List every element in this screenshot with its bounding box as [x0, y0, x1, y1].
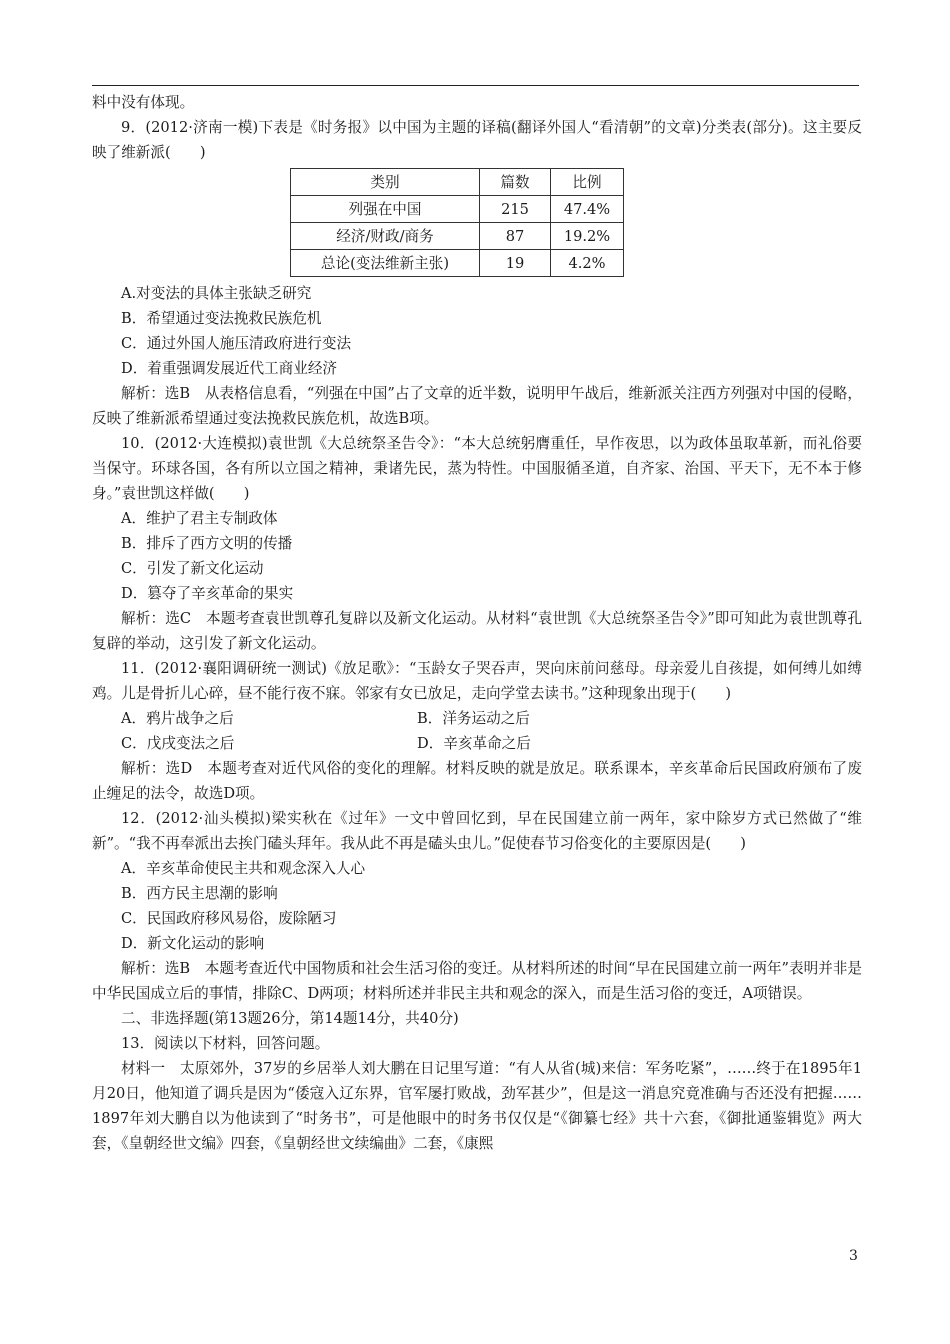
table-cell: 19.2% [551, 223, 624, 250]
header-rule [92, 85, 859, 86]
options-row [92, 706, 862, 731]
question-11-analysis: 解析：选D 本题考查对近代风俗的变化的理解。材料反映的就是放足。联系课本，辛亥革命后民国政府颁布了废止缠足的法令，故选D项。 [92, 760, 862, 802]
table-cell: 列强在中国 [291, 196, 480, 223]
option-d: D．篡夺了辛亥革命的果实 [121, 585, 294, 602]
table-cell: 87 [480, 223, 551, 250]
question-10-analysis: 解析：选C 本题考查袁世凯尊孔复辟以及新文化运动。从材料“袁世凯《大总统祭圣告令》”即可知此为袁世凯尊孔复辟的举动，这引发了新文化运动。 [92, 610, 862, 652]
option-d: D．着重强调发展近代工商业经济 [121, 360, 338, 377]
option-d: D．辛亥革命之后 [417, 735, 531, 752]
question-9-analysis: 解析：选B 从表格信息看，“列强在中国”占了文章的近半数，说明甲午战后，维新派关注西方列强对中国的侵略，反映了维新派希望通过变法挽救民族危机，故选B项。 [92, 385, 862, 427]
table-cell: 19 [480, 250, 551, 277]
question-10-stem: 10．(2012·大连模拟)袁世凯《大总统祭圣告令》：“本大总统躬膺重任，早作夜思，以为政体虽取革新，而礼俗要当保守。环球各国，各有所以立国之精神，秉诸先民，蒸为特性。中国服循圣道，自齐家、治国、平天下，无不本于修身。”袁世凯这样做( ) [92, 435, 862, 502]
document-body [92, 90, 862, 1156]
table-cell: 经济/财政/商务 [291, 223, 480, 250]
question-13-stem: 13．阅读以下材料，回答问题。 [121, 1035, 330, 1052]
question-9-stem: 9．(2012·济南一模)下表是《时务报》以中国为主题的译稿(翻译外国人“看清朝”的文章)分类表(部分)。这主要反映了维新派( ) [92, 119, 862, 161]
table-row [291, 250, 624, 277]
carryover-text: 料中没有体现。 [92, 94, 195, 111]
option-c: C．通过外国人施压清政府进行变法 [121, 335, 352, 352]
table-cell: 215 [480, 196, 551, 223]
option-b: B．洋务运动之后 [417, 710, 530, 727]
page-number: 3 [849, 1248, 858, 1264]
options-row [92, 731, 862, 756]
question-11-stem: 11．(2012·襄阳调研统一测试)《放足歌》：“玉龄女子哭吞声，哭向床前问慈母。母亲爱儿自孩提，如何缚儿如缚鸡。儿是骨折儿心碎，昼不能行夜不寐。邻家有女已放足，走向学堂去读书。”这种现象出现于( ) [92, 660, 862, 702]
table-cell: 总论(变法维新主张) [291, 250, 480, 277]
option-c: C．引发了新文化运动 [121, 560, 264, 577]
table-header-row [291, 169, 624, 196]
table-cell: 47.4% [551, 196, 624, 223]
option-c: C．民国政府移风易俗，废除陋习 [121, 910, 337, 927]
option-b: B．排斥了西方文明的传播 [121, 535, 293, 552]
option-b: B．希望通过变法挽救民族危机 [121, 310, 322, 327]
question-9-table [290, 168, 624, 277]
table-header-cell: 篇数 [480, 169, 551, 196]
option-a: A．辛亥革命使民主共和观念深入人心 [121, 860, 366, 877]
section-heading: 二、非选择题(第13题26分，第14题14分，共40分) [121, 1010, 459, 1027]
question-13-material-1: 材料一 太原郊外，37岁的乡居举人刘大鹏在日记里写道：“有人从省(城)来信：军务吃紧”，……终于在1895年1月20日，他知道了调兵是因为“倭寇入辽东界，官军屡打败战，劲军甚少”，但是这一消息究竟准确与否还没有把握……1897年刘大鹏自以为他读到了“时务书”，可是他眼中的时务书仅仅是“《御纂七经》共十六套，《御批通鉴辑览》两大套，《皇朝经世文编》四套，《皇朝经世文续编曲》二套，《康熙 [92, 1060, 862, 1152]
option-a: A．维护了君主专制政体 [121, 510, 278, 527]
question-12-analysis: 解析：选B 本题考查近代中国物质和社会生活习俗的变迁。从材料所述的时间“早在民国建立前一两年”表明并非是中华民国成立后的事情，排除C、D两项；材料所述并非民主共和观念的深入，而是生活习俗的变迁，A项错误。 [92, 960, 862, 1002]
table-cell: 4.2% [551, 250, 624, 277]
table-header-cell: 比例 [551, 169, 624, 196]
question-12-stem: 12．(2012·汕头模拟)梁实秋在《过年》一文中曾回忆到，早在民国建立前一两年，家中除岁方式已然做了“维新”。“我不再奉派出去挨门磕头拜年。我从此不再是磕头虫儿。”促使春节习俗变化的主要原因是( ) [92, 810, 862, 852]
option-d: D．新文化运动的影响 [121, 935, 265, 952]
option-c: C．戊戌变法之后 [121, 735, 235, 752]
table-header-cell: 类别 [291, 169, 480, 196]
option-a: A.对变法的具体主张缺乏研究 [121, 285, 312, 302]
option-b: B．西方民主思潮的影响 [121, 885, 278, 902]
table-row [291, 223, 624, 250]
option-a: A．鸦片战争之后 [121, 710, 234, 727]
table-row [291, 196, 624, 223]
